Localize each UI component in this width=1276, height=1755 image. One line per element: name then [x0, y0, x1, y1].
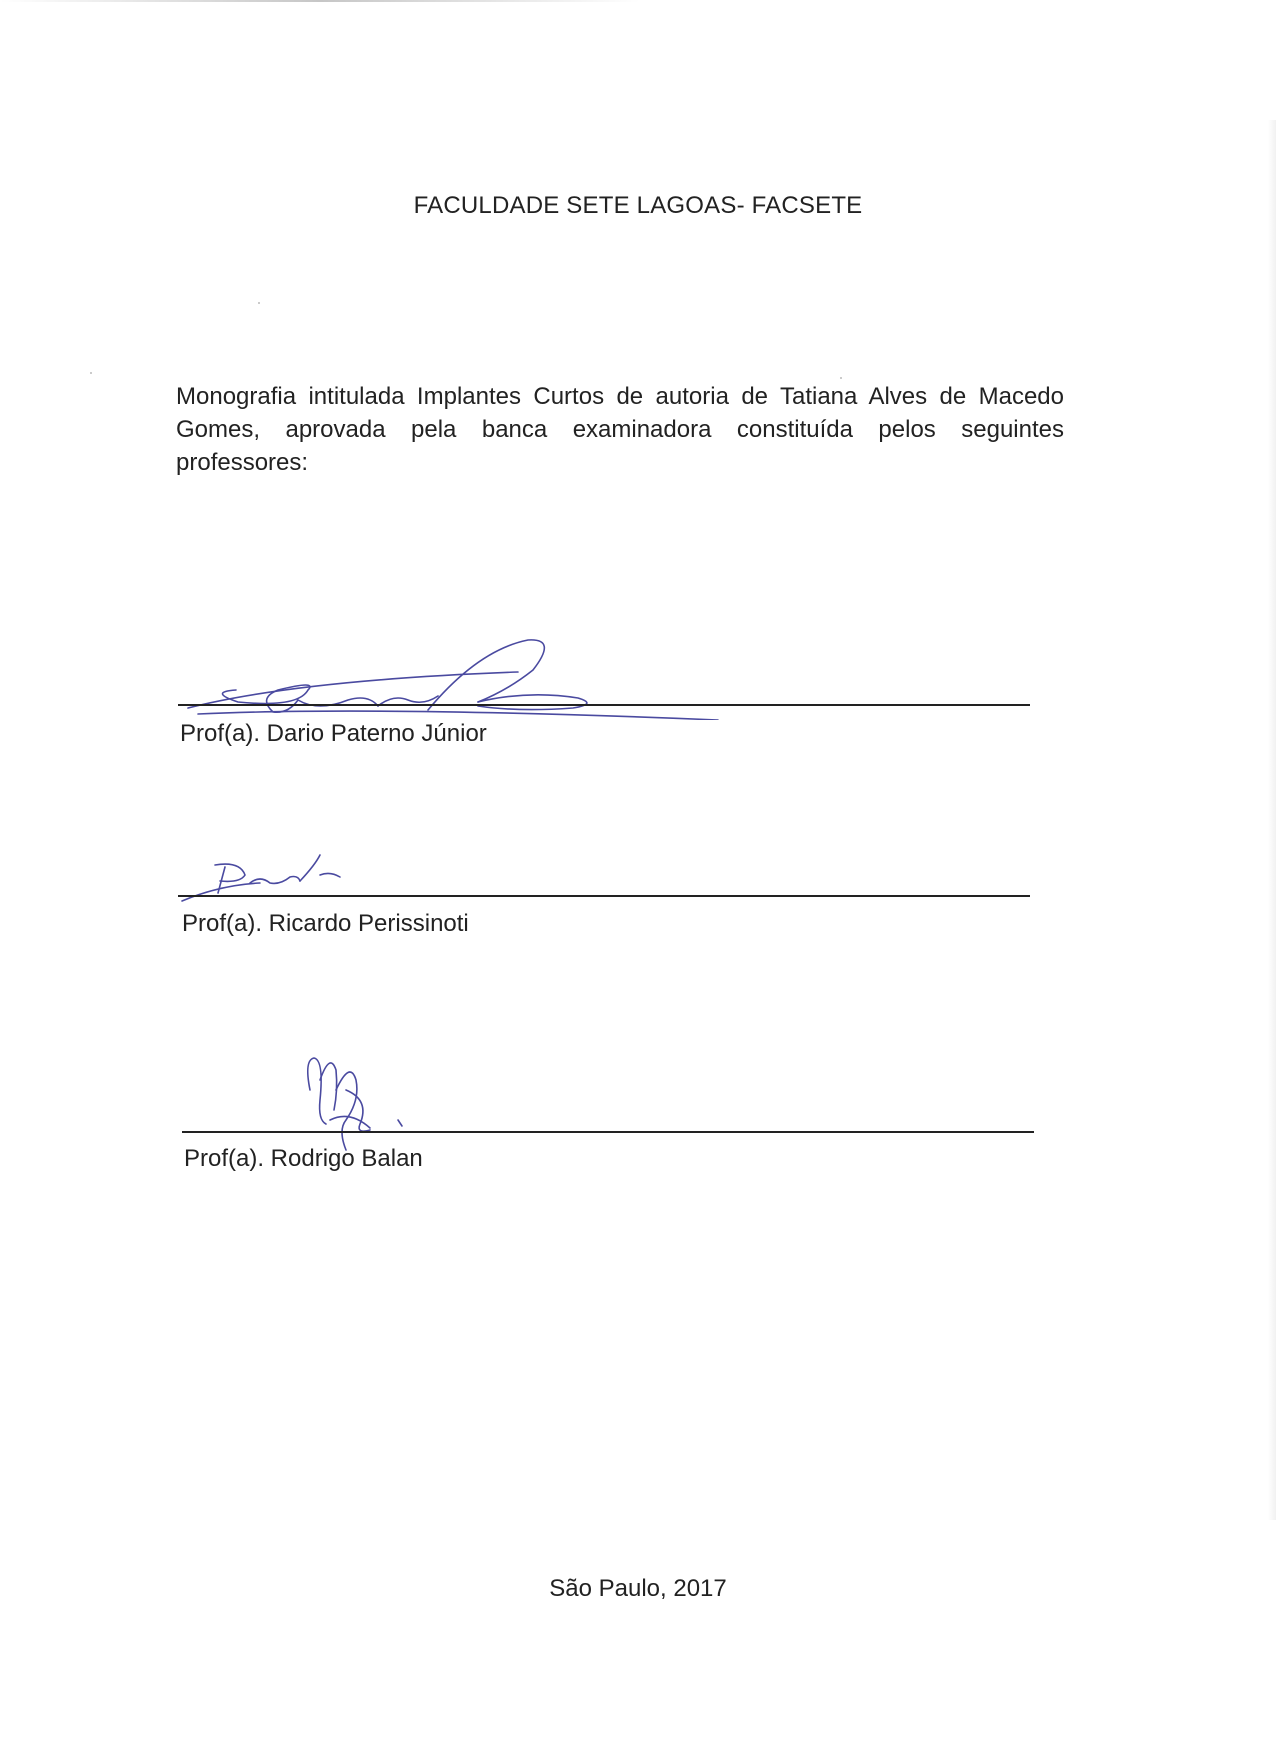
institution-name: FACULDADE SETE LAGOAS- FACSETE	[413, 192, 863, 219]
scan-edge	[1268, 120, 1276, 1520]
signer-name-2: Prof(a). Ricardo Perissinoti	[182, 910, 469, 937]
signature-line	[178, 895, 1030, 897]
scan-edge	[0, 0, 640, 2]
signer-name-1: Prof(a). Dario Paterno Júnior	[180, 720, 487, 747]
signature-line	[182, 1131, 1034, 1133]
signature-line	[178, 704, 1030, 706]
approval-paragraph: Monografia intitulada Implantes Curtos de autoria de Tatiana Alves de Macedo Gomes, aprovada pela banca examinadora constituída pelos seguintes professores:	[176, 383, 1064, 476]
signature-dario-paterno	[178, 630, 738, 720]
scan-speck	[258, 302, 260, 304]
place-and-date: São Paulo, 2017	[549, 1575, 727, 1602]
scan-speck	[90, 372, 92, 374]
signer-name-3: Prof(a). Rodrigo Balan	[184, 1145, 423, 1172]
scan-speck	[840, 377, 842, 379]
